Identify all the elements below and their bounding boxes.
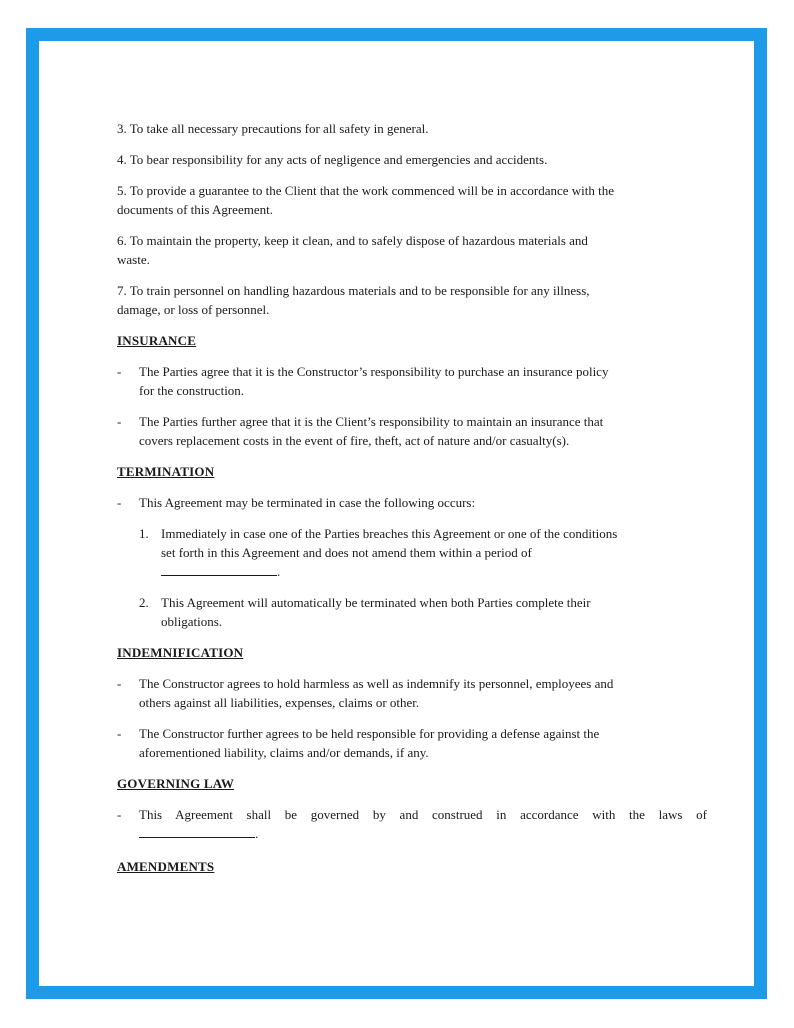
subitem-number: 1. bbox=[139, 526, 149, 541]
indemnification-bullet-2-line1: The Constructor further agrees to be held responsible for providing a defense against the bbox=[139, 726, 600, 741]
clause-6-line1: 6. To maintain the property, keep it clean, and to safely dispose of hazardous materials and bbox=[117, 233, 588, 248]
indemnification-bullet-1-line2: others against all liabilities, expenses, claims or other. bbox=[139, 695, 420, 710]
termination-subitem-1-line1: Immediately in case one of the Parties breaches this Agreement or one of the conditions bbox=[161, 526, 618, 541]
governing-law-heading: GOVERNING LAW bbox=[117, 776, 235, 791]
termination-subitem-1-line2: set forth in this Agreement and does not amend them within a period of bbox=[161, 545, 532, 560]
blank-laws-field bbox=[139, 825, 255, 838]
termination-subitem-2 bbox=[117, 593, 707, 631]
insurance-bullet-2 bbox=[117, 412, 707, 450]
insurance-bullet-1-line1: The Parties agree that it is the Constructor’s responsibility to purchase an insurance policy bbox=[139, 364, 609, 379]
termination-subitem-2-line2: obligations. bbox=[161, 614, 223, 629]
clause-4 bbox=[117, 150, 707, 169]
termination-subitem-2-line1: This Agreement will automatically be terminated when both Parties complete their bbox=[161, 595, 591, 610]
clause-3-text: 3. To take all necessary precautions for all safety in general. bbox=[117, 121, 429, 136]
clause-7 bbox=[117, 281, 707, 319]
bullet-dash: - bbox=[117, 807, 122, 822]
clause-6-line2: waste. bbox=[117, 252, 150, 267]
termination-subitem-1-end: . bbox=[277, 564, 281, 579]
document-page bbox=[117, 71, 707, 888]
document-frame bbox=[26, 28, 767, 999]
governing-law-bullet-1-line1: This Agreement shall be governed by and construed in accordance with the laws of bbox=[139, 807, 707, 822]
bullet-dash: - bbox=[117, 495, 122, 510]
indemnification-heading: INDEMNIFICATION bbox=[117, 645, 244, 660]
termination-bullet-1 bbox=[117, 493, 707, 512]
termination-subitem-1 bbox=[117, 524, 707, 581]
blank-period-field bbox=[161, 563, 277, 576]
clause-5 bbox=[117, 181, 707, 219]
termination-bullet-1-text: This Agreement may be terminated in case the following occurs: bbox=[139, 495, 476, 510]
bullet-dash: - bbox=[117, 726, 122, 741]
termination-heading: TERMINATION bbox=[117, 464, 215, 479]
amendments-heading: AMENDMENTS bbox=[117, 859, 215, 874]
insurance-heading: INSURANCE bbox=[117, 333, 197, 348]
bullet-dash: - bbox=[117, 414, 122, 429]
subitem-number: 2. bbox=[139, 595, 149, 610]
insurance-bullet-1 bbox=[117, 362, 707, 400]
clause-7-line2: damage, or loss of personnel. bbox=[117, 302, 270, 317]
clause-5-line2: documents of this Agreement. bbox=[117, 202, 273, 217]
indemnification-bullet-1-line1: The Constructor agrees to hold harmless as well as indemnify its personnel, employees and bbox=[139, 676, 614, 691]
insurance-bullet-1-line2: for the construction. bbox=[139, 383, 245, 398]
clause-4-text: 4. To bear responsibility for any acts of negligence and emergencies and accidents. bbox=[117, 152, 548, 167]
clause-6 bbox=[117, 231, 707, 269]
bullet-dash: - bbox=[117, 676, 122, 691]
indemnification-bullet-2-line2: aforementioned liability, claims and/or demands, if any. bbox=[139, 745, 429, 760]
governing-law-bullet-1 bbox=[117, 805, 707, 843]
clause-5-line1: 5. To provide a guarantee to the Client that the work commenced will be in accordance with the bbox=[117, 183, 615, 198]
clause-3 bbox=[117, 119, 707, 138]
clause-7-line1: 7. To train personnel on handling hazardous materials and to be responsible for any illness, bbox=[117, 283, 590, 298]
bullet-dash: - bbox=[117, 364, 122, 379]
insurance-bullet-2-line1: The Parties further agree that it is the Client’s responsibility to maintain an insurance that bbox=[139, 414, 604, 429]
governing-law-bullet-1-end: . bbox=[255, 826, 259, 841]
indemnification-bullet-1 bbox=[117, 674, 707, 712]
indemnification-bullet-2 bbox=[117, 724, 707, 762]
insurance-bullet-2-line2: covers replacement costs in the event of fire, theft, act of nature and/or casualty(s). bbox=[139, 433, 570, 448]
